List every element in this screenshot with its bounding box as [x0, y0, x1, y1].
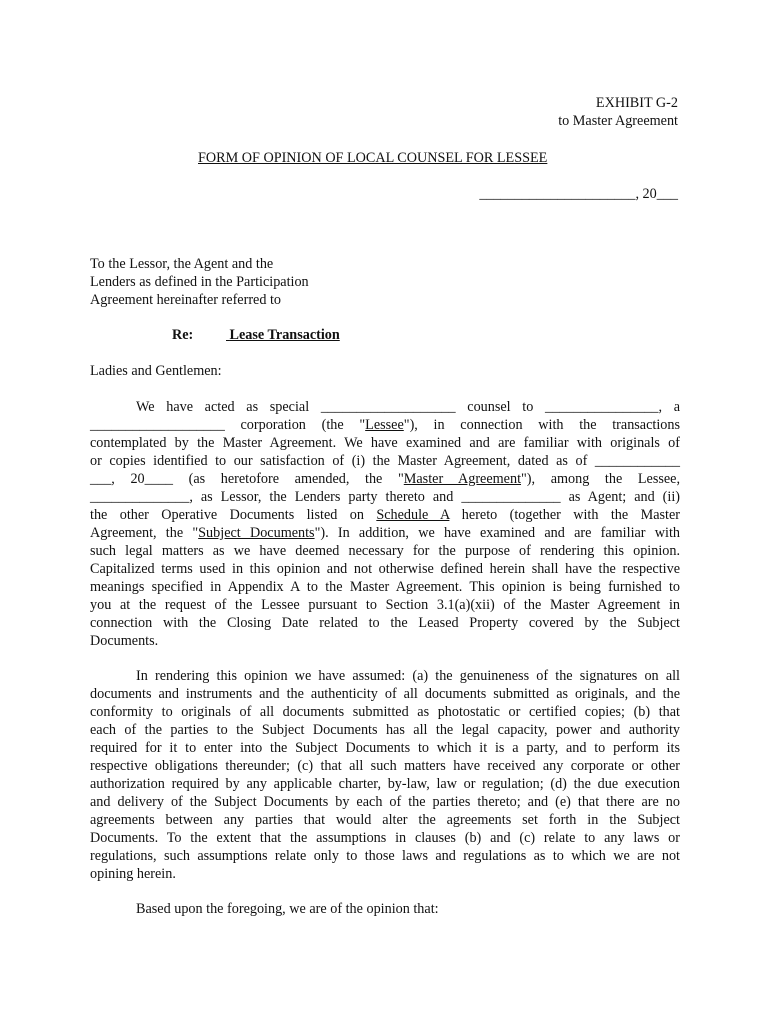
p1-line-9: such legal matters as we have deemed necessary for the purpose of rendering this opinion.: [90, 543, 680, 559]
address-line-1: To the Lessor, the Agent and the: [90, 256, 274, 272]
exhibit-label: EXHIBIT G-2: [595, 95, 678, 111]
document-title: FORM OF OPINION OF LOCAL COUNSEL FOR LESSEE: [198, 150, 548, 166]
p2-line-9: agreements between any parties that would alter the agreements set forth in the Subject: [90, 812, 680, 828]
p2-line-6: respective obligations thereunder; (c) that all such matters have received any corporate or other: [90, 758, 680, 774]
p2-line-3: conformity to originals of all documents submitted as photostatic or certified copies; (b) that: [90, 704, 680, 720]
date-line: ______________________, 20___: [479, 186, 678, 202]
re-label: Re:: [172, 327, 194, 343]
p2-line-1: In rendering this opinion we have assumed: (a) the genuineness of the signatures on all: [136, 668, 680, 684]
p1-line-2: ___________________ corporation (the "Lessee"), in connection with the transactions: [90, 417, 680, 433]
p2-line-2: documents and instruments and the authenticity of all documents submitted as originals, and the: [90, 686, 680, 702]
p1-line-10: Capitalized terms used in this opinion and not otherwise defined herein shall have the respective: [90, 561, 680, 577]
p1-line-1: We have acted as special ___________________ counsel to ________________, a: [136, 399, 680, 415]
p2-line-7: authorization required by any applicable charter, by-law, law or regulation; (d) the due execution: [90, 776, 680, 792]
p1-line-4: or copies identified to our satisfaction of (i) the Master Agreement, dated as of ____________: [90, 453, 680, 469]
p1-line-7: the other Operative Documents listed on Schedule A hereto (together with the Master: [90, 507, 680, 523]
p2-line-5: required for it to enter into the Subject Documents to which it is a party, and to perform its: [90, 740, 680, 756]
salutation: Ladies and Gentlemen:: [90, 363, 222, 379]
p2-line-12: opining herein.: [90, 866, 176, 882]
p1-line-6: ______________, as Lessor, the Lenders party thereto and ______________ as Agent; and (ii): [90, 489, 680, 505]
re-subject: Lease Transaction: [229, 327, 340, 343]
p2-line-8: and delivery of the Subject Documents by each of the parties thereto; and (e) that there are no: [90, 794, 680, 810]
p1-line-8: Agreement, the "Subject Documents"). In addition, we have examined and are familiar with: [90, 525, 680, 541]
p1-line-11: meanings specified in Appendix A to the Master Agreement. This opinion is being furnished to: [90, 579, 680, 595]
p2-line-4: each of the parties to the Subject Documents has all the legal capacity, power and authority: [90, 722, 680, 738]
p2-line-11: regulations, such assumptions relate only to those laws and regulations as to which we are not: [90, 848, 680, 864]
p1-line-13: connection with the Closing Date related to the Leased Property covered by the Subject: [90, 615, 680, 631]
address-line-3: Agreement hereinafter referred to: [90, 292, 282, 308]
p2-line-10: Documents. To the extent that the assumptions in clauses (b) and (c) relate to any laws or: [90, 830, 680, 846]
p1-line-3: contemplated by the Master Agreement. We have examined and are familiar with originals of: [90, 435, 680, 451]
address-line-2: Lenders as defined in the Participation: [90, 274, 309, 290]
p1-line-14: Documents.: [90, 633, 159, 649]
closing-line: Based upon the foregoing, we are of the opinion that:: [136, 901, 439, 917]
p1-line-5: ___, 20____ (as heretofore amended, the "Master Agreement"), among the Lessee,: [90, 471, 680, 487]
p1-line-12: you at the request of the Lessee pursuant to Section 3.1(a)(xii) of the Master Agreement in: [90, 597, 680, 613]
exhibit-reference: to Master Agreement: [558, 113, 678, 129]
